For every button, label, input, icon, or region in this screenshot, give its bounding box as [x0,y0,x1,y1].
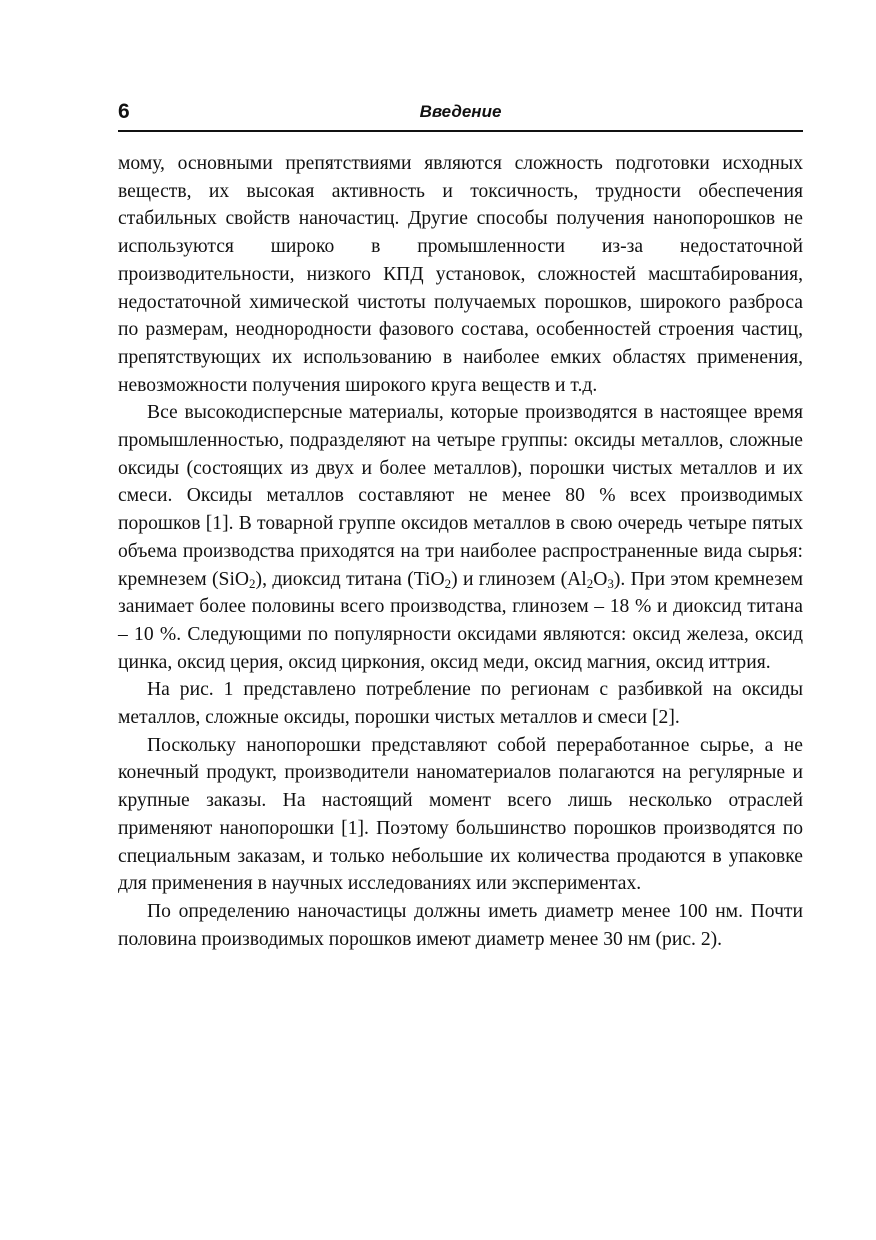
page-number: 6 [118,100,130,123]
paragraph-4 [118,732,803,898]
text-run: ), диоксид титана (TiO [255,568,445,590]
body-text [118,150,803,953]
text-run: мому, основными препятствиями являются сложность подготовки исходных веществ, их высокая активность и токсичность, трудности обеспечения стабильных свойств наночастиц. Другие способы получения нанопорошков не используются широко в промышленности из-за недостаточной производительности, низкого КПД установок, сложностей масштабирования, недостаточной химической чистоты получаемых порошков, широкого разброса по размерам, неоднородности фазового состава, особенностей строения частиц, препятствующих их использованию в наиболее емких областях применения, невозможности получения широкого круга веществ и т.д. [118,153,803,396]
text-run: На рис. 1 представлено потребление по регионам с разбивкой на оксиды металлов, сложные оксиды, порошки чистых металлов и смеси [2]. [118,679,803,729]
section-title: Введение [419,102,502,121]
subscript: 2 [586,575,594,591]
text-run: O [593,568,608,590]
text-run: Все высокодисперсные материалы, которые производятся в настоящее время промышленностью, подразделяют на четыре группы: оксиды металлов, сложные оксиды (состоящих из двух и более металлов), порошки чистых металлов и их смеси. Оксиды металлов составляют не менее 80 % всех производимых порошков [1]. В товарной группе оксидов металлов в свою очередь четыре пятых объема производства приходятся на три наиболее распространенные вида сырья: кремнезем (SiO [118,402,803,590]
text-run: По определению наночастицы должны иметь диаметр менее 100 нм. Почти половина производимых порошков имеют диаметр менее 30 нм (рис. 2). [118,900,803,950]
subscript: 2 [444,575,452,591]
book-page [118,96,803,953]
paragraph-5 [118,898,803,953]
paragraph-3 [118,676,803,731]
subscript: 2 [249,575,256,591]
paragraph-1 [118,150,803,399]
running-header [118,96,803,132]
text-run: ) и глинозем (Al [451,568,587,590]
text-run: ). При этом кремнезем занимает более половины всего производства, глинозем – 18 % и диоксид титана – 10 %. Следующими по популярности оксидами являются: оксид железа, оксид цинка, оксид церия, оксид циркония, оксид меди, оксид магния, оксид иттрия. [118,568,803,673]
text-run: Поскольку нанопорошки представляют собой переработанное сырье, а не конечный продукт, производители наноматериалов полагаются на регулярные и крупные заказы. На настоящий момент всего лишь несколько отраслей применяют нанопорошки [1]. Поэтому большинство порошков производятся по специальным заказам, и только небольшие их количества продаются в упаковке для применения в научных исследованиях или экспериментах. [118,734,803,895]
paragraph-2 [118,399,803,676]
subscript: 3 [607,575,614,591]
